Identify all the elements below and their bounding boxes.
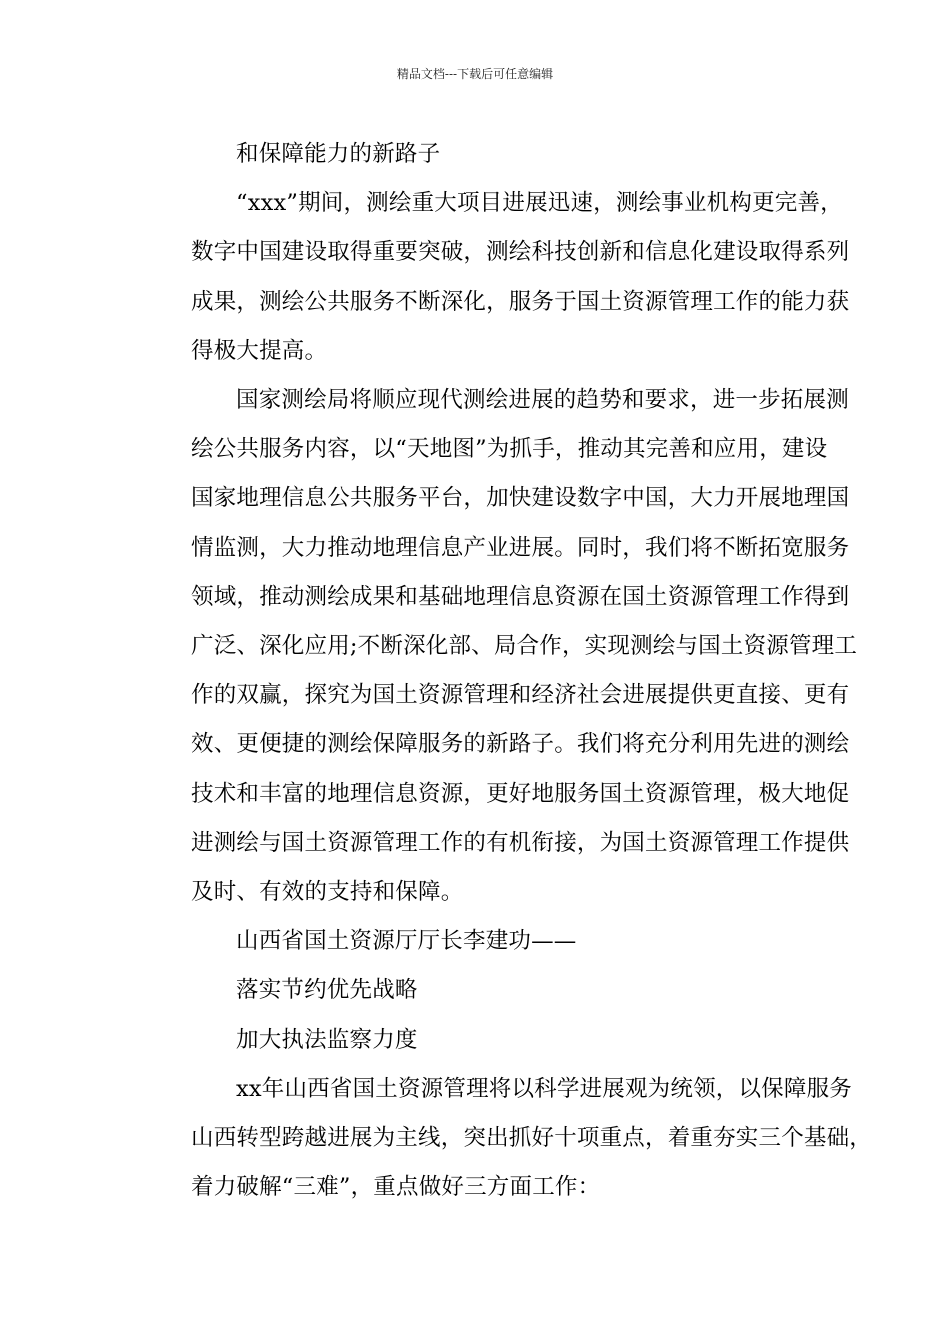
text-line: 和保障能力的新路子 (236, 141, 441, 167)
text-line: 领域，推动测绘成果和基础地理信息资源在国土资源管理工作得到 (191, 583, 850, 610)
text-line: 作的双赢，探究为国土资源管理和经济社会进展提供更直接、更有 (191, 682, 850, 709)
text-line: 落实节约优先战略 (236, 977, 418, 1004)
text-line: 技术和丰富的地理信息资源，更好地服务国土资源管理，极大地促 (191, 780, 850, 807)
text-line: 效、更便捷的测绘保障服务的新路子。我们将充分利用先进的测绘 (191, 731, 850, 758)
text-line: 情监测，大力推动地理信息产业进展。同时，我们将不断拓宽服务 (191, 534, 850, 561)
text-line: 国家测绘局将顺应现代测绘进展的趋势和要求，进一步拓展测 (236, 387, 849, 414)
document-body (146, 130, 873, 1212)
text-line: xx年山西省国土资源管理将以科学进展观为统领，以保障服务 (236, 1075, 852, 1102)
text-line: 及时、有效的支持和保障。 (191, 879, 464, 906)
text-line: 绘公共服务内容，以“天地图”为抓手，推动其完善和应用，建设 (191, 436, 828, 463)
paragraph-7 (146, 1065, 873, 1213)
paragraph-6 (146, 1016, 808, 1065)
text-line: 山西省国土资源厅厅长李建功—— (236, 928, 577, 955)
paragraph-1 (146, 130, 808, 179)
text-line: 广泛、深化应用;不断深化部、局合作，实现测绘与国土资源管理工 (191, 633, 858, 660)
text-line: “xxx”期间，测绘重大项目进展迅速，测绘事业机构更完善， (236, 190, 843, 217)
text-line: 进测绘与国土资源管理工作的有机衔接，为国土资源管理工作提供 (191, 829, 850, 856)
paragraph-4 (146, 917, 808, 966)
paragraph-5 (146, 966, 808, 1015)
text-line: 数字中国建设取得重要突破，测绘科技创新和信息化建设取得系列 (191, 239, 850, 266)
text-line: 得极大提高。 (191, 337, 328, 364)
text-line: 成果，测绘公共服务不断深化，服务于国土资源管理工作的能力获 (191, 288, 850, 315)
page-header: 精品文档---下载后可任意编辑 (396, 67, 554, 81)
text-line: 山西转型跨越进展为主线，突出抓好十项重点，着重夯实三个基础， (191, 1125, 873, 1152)
text-line: 国家地理信息公共服务平台，加快建设数字中国，大力开展地理国 (191, 485, 850, 512)
paragraph-3 (146, 376, 858, 917)
text-line: 加大执法监察力度 (236, 1026, 418, 1053)
text-line: 着力破解“三难”，重点做好三方面工作： (191, 1174, 601, 1201)
paragraph-2 (146, 179, 850, 376)
